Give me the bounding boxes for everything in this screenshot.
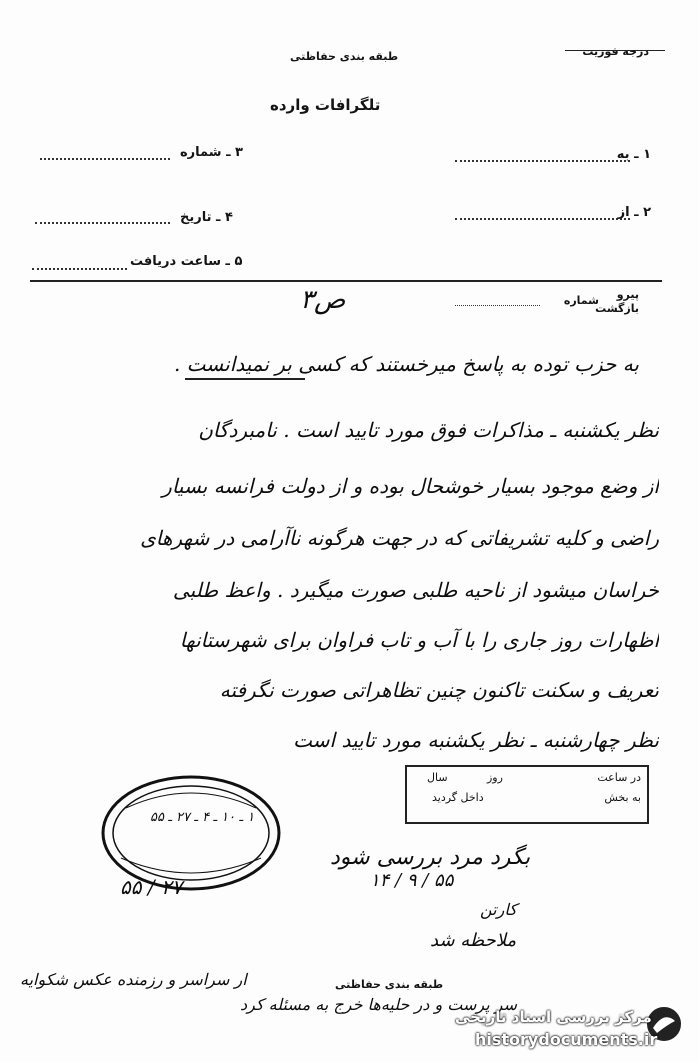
field-number-line xyxy=(40,158,170,160)
field-date-label: ۴ ـ تاریخ xyxy=(180,210,233,225)
receipt-stamp-time: در ساعت xyxy=(597,771,641,784)
urgency-underline xyxy=(565,50,665,51)
body-line-5: خراسان میشود از ناحیه طلبی صورت میگیرد . واعظ طلبی xyxy=(172,578,659,602)
footer-handwriting-left: ار سراسر و رزمنده عکس شکوایه xyxy=(20,970,247,989)
field-from-line xyxy=(455,218,630,220)
document-title: تلگرافات وارده xyxy=(270,96,381,114)
watermark-url: historydocuments.ir xyxy=(475,1030,658,1049)
receipt-stamp-day: روز xyxy=(487,771,503,784)
watermark-title: مرکز بررسی اسناد تاریخی xyxy=(455,1008,652,1026)
body-line-4: راضی و کلیه تشریفاتی که در جهت هرگونه ناآرامی در شهرهای xyxy=(140,526,659,550)
handwritten-page-mark: ص۳ xyxy=(300,285,346,315)
receipt-stamp xyxy=(405,765,649,824)
oval-stamp-text: ۱ ـ ۱۰ ـ ۴ ـ ۲۷ ـ ۵۵ xyxy=(150,810,255,825)
body-line-8: نظر چهارشنبه ـ نظر یکشنبه مورد تایید است xyxy=(293,728,659,752)
field-to-label: ۱ ـ به xyxy=(616,147,651,162)
urgency-label: درجه فوریت xyxy=(582,45,649,58)
signature-annotation-2: ملاحظه شد xyxy=(430,930,517,951)
body-line-2: نظر یکشنبه ـ مذاکرات فوق مورد تایید است . نامبردگان xyxy=(198,418,659,442)
signature-annotation-1: بگرد مرد بررسی شود xyxy=(330,845,531,870)
signature-mark: ۲۷ / ۵۵ xyxy=(120,875,183,899)
field-date-line xyxy=(35,222,170,224)
followup-label: پیرو xyxy=(616,288,639,301)
reference-number-line xyxy=(455,305,540,306)
classification-label: طبقه بندی حفاظتی xyxy=(290,50,399,63)
receipt-stamp-entered: داخل گردید xyxy=(432,791,484,804)
body-line-1: به حزب توده به پاسخ میرخستند که کسی بر نمیدانست . xyxy=(173,352,639,376)
field-receipt-time-label: ۵ ـ ساعت دریافت xyxy=(130,254,243,269)
body-line-7: تعریف و سکنت تاکنون چنین تظاهراتی صورت نگرفته xyxy=(219,678,659,702)
body-line-1-underline xyxy=(185,378,305,380)
handwritten-date: ۵۵ / ۹ / ۱۴ xyxy=(370,870,454,891)
footer-handwriting-right: سر پرست و در حلیه‌ها خرج به مسئله کرد xyxy=(240,995,517,1014)
margin-note: کارتن xyxy=(480,900,517,919)
footer-classification: طبقه بندی حفاظتی xyxy=(335,978,444,991)
field-receipt-time-line xyxy=(32,268,127,270)
body-line-3: از وضع موجود بسیار خوشحال بوده و از دولت فرانسه بسیار xyxy=(162,474,659,498)
field-from-label: ۲ ـ از xyxy=(617,205,651,220)
receipt-stamp-year: سال xyxy=(427,771,448,784)
receipt-stamp-to: به بخش xyxy=(604,791,641,804)
header-divider xyxy=(30,280,662,282)
reference-number-label: شماره xyxy=(563,294,599,307)
body-line-6: اظهارات روز جاری را با آب و تاب فراوان برای شهرستانها xyxy=(179,628,659,652)
return-label: بازگشت xyxy=(595,302,639,315)
field-number-label: ۳ ـ شماره xyxy=(180,145,243,160)
field-to-line xyxy=(455,160,630,162)
